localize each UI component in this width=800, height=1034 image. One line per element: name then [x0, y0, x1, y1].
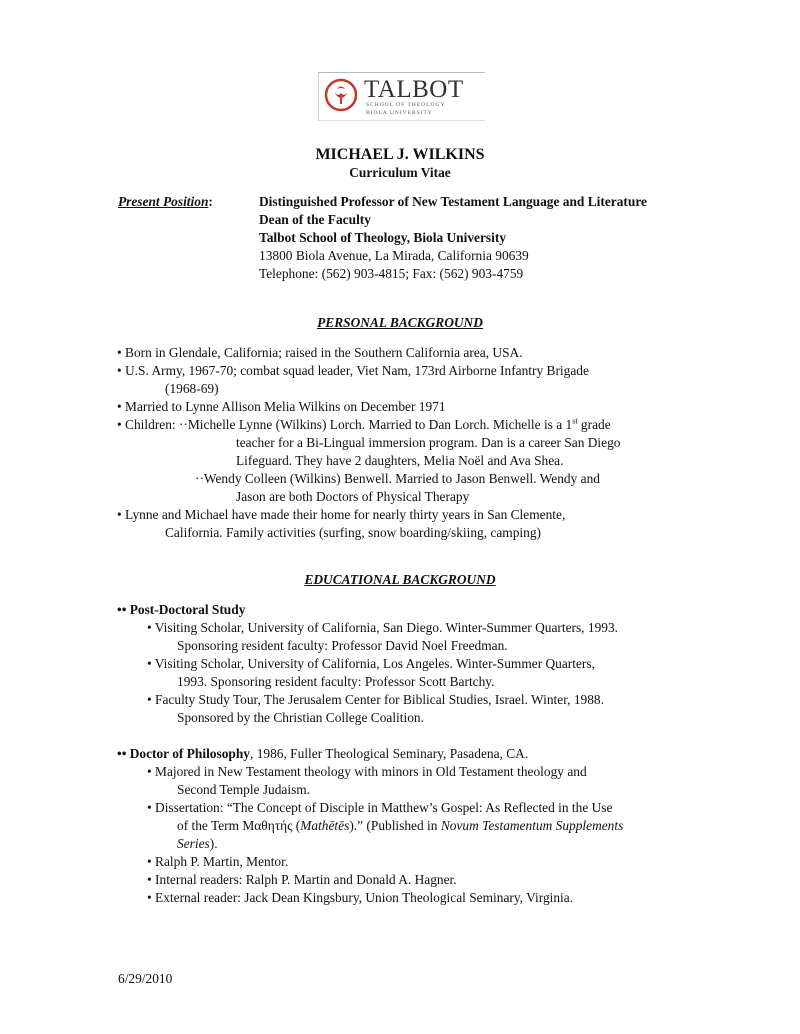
present-position-label [118, 193, 213, 211]
page-subtitle: Curriculum Vitae [349, 165, 451, 180]
phd-published-text: ).” (Published in [349, 818, 441, 833]
phd-details: , 1986, Fuller Theological Seminary, Pasadena, CA. [250, 746, 529, 761]
phd-line: • Dissertation: “The Concept of Disciple in Matthew’s Gospel: As Reflected in the Use [147, 800, 613, 815]
personal-line: ··Wendy Colleen (Wilkins) Benwell. Married to Jason Benwell. Wendy and [195, 471, 601, 486]
personal-line: (1968-69) [165, 381, 219, 396]
personal-line: • Married to Lynne Allison Melia Wilkins on December 1971 [117, 399, 446, 414]
postdoc-line: • Faculty Study Tour, The Jerusalem Center for Biblical Studies, Israel. Winter, 1988. [147, 692, 604, 707]
phd-series-word: Series [177, 836, 210, 851]
phd-line: Second Temple Judaism. [177, 782, 311, 797]
personal-children-text: • Children: ··Michelle Lynne (Wilkins) Lorch. Married to Dan Lorch. Michelle is a 1 [117, 417, 573, 432]
phd-line: • Ralph P. Martin, Mentor. [147, 854, 289, 869]
phd-dissertation-line [177, 817, 623, 835]
position-dean: Dean of the Faculty [259, 212, 371, 227]
personal-line: • U.S. Army, 1967-70; combat squad leader, Viet Nam, 173rd Airborne Infantry Brigade [117, 363, 589, 378]
footer-date: 6/29/2010 [118, 971, 173, 986]
ordinal-superscript: st [572, 416, 578, 426]
personal-line: teacher for a Bi-Lingual immersion program. Dan is a career San Diego [236, 435, 621, 450]
personal-line: Jason are both Doctors of Physical Therapy [236, 489, 470, 504]
personal-line: California. Family activities (surfing, snow boarding/skiing, camping) [165, 525, 541, 540]
personal-children-text-end: grade [577, 417, 611, 432]
phd-term-text: of the Term Μαθητής ( [177, 818, 301, 833]
postdoc-line: Sponsoring resident faculty: Professor David Noel Freedman. [177, 638, 508, 653]
logo-brand: TALBOT [364, 76, 464, 103]
postdoc-line: Sponsored by the Christian College Coalition. [177, 710, 424, 725]
personal-line: • Born in Glendale, California; raised in the Southern California area, USA. [117, 345, 523, 360]
phd-heading [117, 745, 528, 763]
phd-term-transliteration: Mathētēs [300, 818, 350, 833]
phd-line: • Internal readers: Ralph P. Martin and Donald A. Hagner. [147, 872, 457, 887]
phd-line: • External reader: Jack Dean Kingsbury, Union Theological Seminary, Virginia. [147, 890, 574, 905]
educational-background-heading: EDUCATIONAL BACKGROUND [304, 572, 496, 587]
postdoc-line: • Visiting Scholar, University of California, Los Angeles. Winter-Summer Quarters, [147, 656, 595, 671]
phd-series-close: ). [209, 836, 218, 851]
position-title: Distinguished Professor of New Testament Language and Literature [259, 194, 647, 209]
talbot-emblem-icon [324, 78, 358, 112]
present-position-label-text: Present Position [118, 194, 209, 209]
position-address: 13800 Biola Avenue, La Mirada, California 90639 [259, 248, 529, 263]
position-phone: Telephone: (562) 903-4815; Fax: (562) 903-4759 [259, 266, 524, 281]
phd-series-line [177, 835, 218, 853]
phd-title: •• Doctor of Philosophy [117, 746, 250, 761]
present-position-colon: : [208, 194, 213, 209]
position-school: Talbot School of Theology, Biola University [259, 230, 507, 245]
postdoc-line: 1993. Sponsoring resident faculty: Professor Scott Bartchy. [177, 674, 495, 689]
logo-subtitle: SCHOOL OF THEOLOGY [366, 102, 446, 108]
talbot-logo [318, 72, 486, 120]
page-title: MICHAEL J. WILKINS [315, 146, 485, 163]
personal-children-line [117, 416, 611, 434]
phd-series-title: Novum Testamentum Supplements [440, 818, 624, 833]
phd-line: • Majored in New Testament theology with minors in Old Testament theology and [147, 764, 587, 779]
postdoc-heading: •• Post-Doctoral Study [117, 602, 246, 617]
postdoc-line: • Visiting Scholar, University of California, San Diego. Winter-Summer Quarters, 1993. [147, 620, 619, 635]
personal-line: • Lynne and Michael have made their home for nearly thirty years in San Clemente, [117, 507, 566, 522]
personal-line: Lifeguard. They have 2 daughters, Melia Noël and Ava Shea. [236, 453, 564, 468]
personal-background-heading: PERSONAL BACKGROUND [317, 315, 483, 330]
logo-university: BIOLA UNIVERSITY [366, 110, 433, 116]
